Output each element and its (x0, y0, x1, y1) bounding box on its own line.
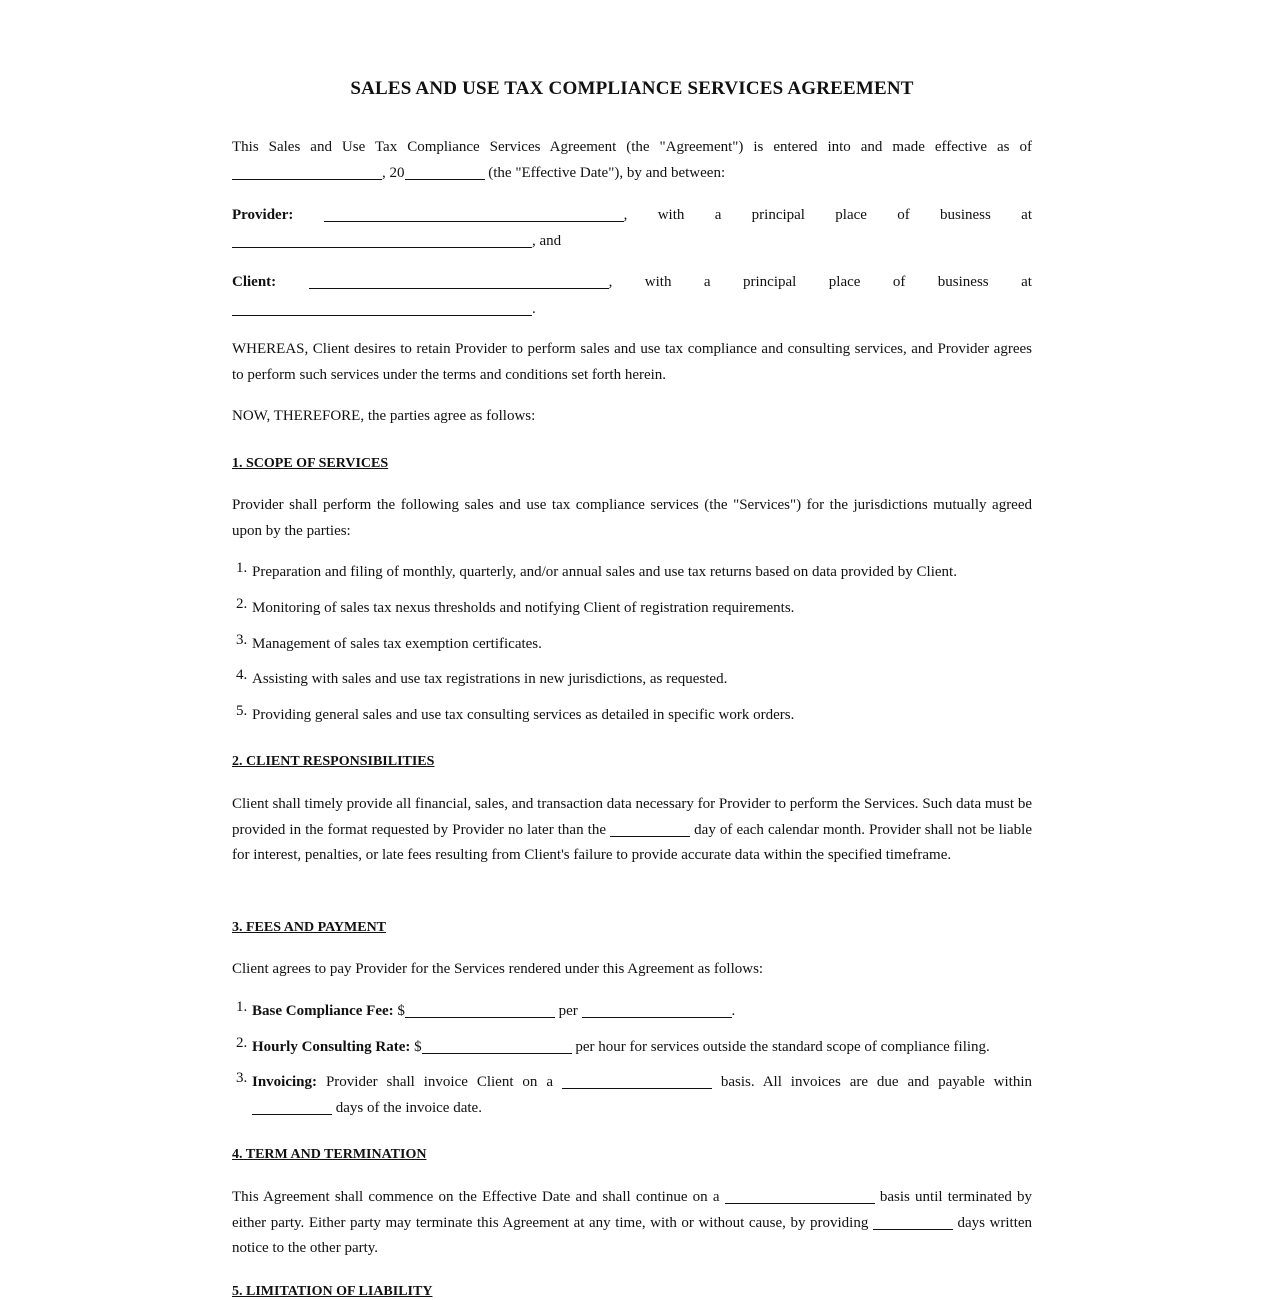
section-4-text-a: This Agreement shall commence on the Effective Date and shall continue on a (232, 1189, 720, 1205)
list-item-text: Preparation and filing of monthly, quarterly, and/or annual sales and use tax returns based on data provided by Client. (252, 564, 957, 580)
payment-days-blank[interactable] (252, 1097, 332, 1115)
client-end: . (532, 301, 536, 317)
invoicing-text-c: days of the invoice date. (332, 1099, 482, 1116)
section-2-paragraph (232, 792, 1032, 869)
hourly-rate-label: Hourly Consulting Rate: (252, 1039, 411, 1055)
hourly-rate-tail: per hour for services outside the standard scope of compliance filing. (571, 1039, 990, 1055)
list-item-text: Management of sales tax exemption certificates. (252, 636, 542, 652)
section-4-text-c: days written notice to the other party. (232, 1214, 1033, 1257)
intro-line-1 (232, 135, 1032, 161)
provider-word: at (1021, 207, 1032, 223)
invoice-frequency-blank[interactable] (562, 1071, 712, 1089)
whereas-paragraph: WHEREAS, Client desires to retain Provider to perform sales and use tax compliance and consulting services, and Provider agrees to perform such services under the terms and conditions set forth herein. (232, 341, 1032, 383)
list-item-text: Monitoring of sales tax nexus thresholds and notifying Client of registration requirements. (252, 600, 795, 616)
list-item-number: 2. (236, 596, 248, 612)
list-item-text: Providing general sales and use tax consulting services as detailed in specific work orders. (252, 707, 795, 723)
provider-address-blank[interactable] (232, 230, 532, 248)
client-word: at (1021, 274, 1032, 290)
intro-year-prefix: , 20 (382, 165, 405, 181)
provider-end: , and (532, 233, 562, 249)
document-title: SALES AND USE TAX COMPLIANCE SERVICES AGREEMENT (350, 78, 914, 99)
client-name-blank[interactable] (309, 271, 609, 289)
client-label: Client: (232, 274, 277, 290)
section-2-heading: 2. CLIENT RESPONSIBILITIES (232, 754, 435, 769)
provider-label: Provider: (232, 207, 294, 223)
notice-days-blank[interactable] (873, 1212, 953, 1230)
invoicing-text-a: Provider shall invoice Client on a (317, 1074, 562, 1090)
client-comma: , (608, 274, 613, 290)
section-2-text-a: Client shall timely provide all financial, sales, and transaction data necessary for Provider to perform the Services. Such data must be provided in the format requested by Provider no later than the (232, 796, 1032, 838)
list-item-number: 2. (236, 1035, 248, 1051)
client-word: business (937, 274, 989, 290)
provider-address-line (232, 229, 1032, 255)
effective-date-blank[interactable] (232, 162, 382, 180)
base-fee-line (252, 999, 1032, 1025)
now-therefore-paragraph: NOW, THEREFORE, the parties agree as follows: (232, 408, 536, 424)
term-basis-blank[interactable] (725, 1186, 875, 1204)
client-word: of (892, 274, 906, 290)
list-item-number: 3. (236, 632, 248, 648)
section-4-text-b: basis until terminated by either party. Either party may terminate this Agreement at any time, with or without cause, by providing (232, 1189, 1033, 1231)
hourly-rate-blank[interactable] (422, 1036, 572, 1054)
per-text: per (554, 1003, 582, 1019)
provider-word: with (657, 207, 685, 223)
intro-text: This Sales and Use Tax Compliance Services Agreement (the "Agreement") is entered into and made effective as of (232, 139, 1032, 155)
section-2-text-b: day of each calendar month. Provider shall not be liable for interest, penalties, or late fees resulting from Client's failure to provide accurate data within the specified timeframe. (232, 821, 1032, 864)
invoicing-text-b: basis. All invoices are due and payable within (711, 1074, 1032, 1090)
list-item-text: Assisting with sales and use tax registrations in new jurisdictions, as requested. (252, 671, 728, 687)
effective-year-blank[interactable] (405, 162, 485, 180)
provider-word: of (897, 207, 910, 223)
section-4-paragraph (232, 1185, 1032, 1262)
list-item-number: 1. (236, 560, 248, 576)
provider-word: a (714, 207, 722, 223)
base-fee-period-blank[interactable] (582, 1000, 732, 1018)
provider-name-blank[interactable] (324, 204, 624, 222)
list-item-number: 4. (236, 667, 248, 683)
section-5-heading: 5. LIMITATION OF LIABILITY (232, 1284, 433, 1299)
provider-word: principal (751, 207, 805, 223)
base-fee-end: . (731, 1003, 736, 1019)
client-word: place (828, 274, 861, 290)
client-line (232, 271, 1032, 291)
invoicing-line (252, 1070, 1032, 1121)
client-word: a (703, 274, 711, 290)
data-deadline-day-blank[interactable] (610, 819, 690, 837)
provider-line (232, 204, 1032, 224)
client-word: with (644, 274, 672, 290)
dollar-sign: $ (393, 1003, 405, 1019)
list-item-number: 3. (236, 1070, 248, 1086)
section-4-heading: 4. TERM AND TERMINATION (232, 1147, 427, 1162)
client-address-line (232, 297, 1032, 323)
hourly-rate-line (252, 1035, 1032, 1061)
base-fee-amount-blank[interactable] (405, 1000, 555, 1018)
base-fee-label: Base Compliance Fee: (252, 1003, 394, 1019)
intro-line-2 (232, 161, 1032, 187)
section-1-paragraph: Provider shall perform the following sales and use tax compliance services (the "Services") for the jurisdictions mutually agreed upon by the parties: (232, 497, 1032, 539)
section-1-heading: 1. SCOPE OF SERVICES (232, 456, 389, 471)
provider-comma: , (623, 207, 628, 223)
dollar-sign: $ (410, 1039, 422, 1055)
provider-word: business (940, 207, 991, 223)
section-3-paragraph: Client agrees to pay Provider for the Services rendered under this Agreement as follows: (232, 961, 764, 977)
provider-word: place (835, 207, 867, 223)
intro-tail: (the "Effective Date"), by and between: (488, 165, 726, 181)
invoicing-label: Invoicing: (252, 1074, 318, 1090)
section-3-heading: 3. FEES AND PAYMENT (232, 920, 387, 935)
client-address-blank[interactable] (232, 298, 532, 316)
list-item-number: 1. (236, 999, 248, 1015)
list-item-number: 5. (236, 703, 248, 719)
client-word: principal (743, 274, 797, 290)
